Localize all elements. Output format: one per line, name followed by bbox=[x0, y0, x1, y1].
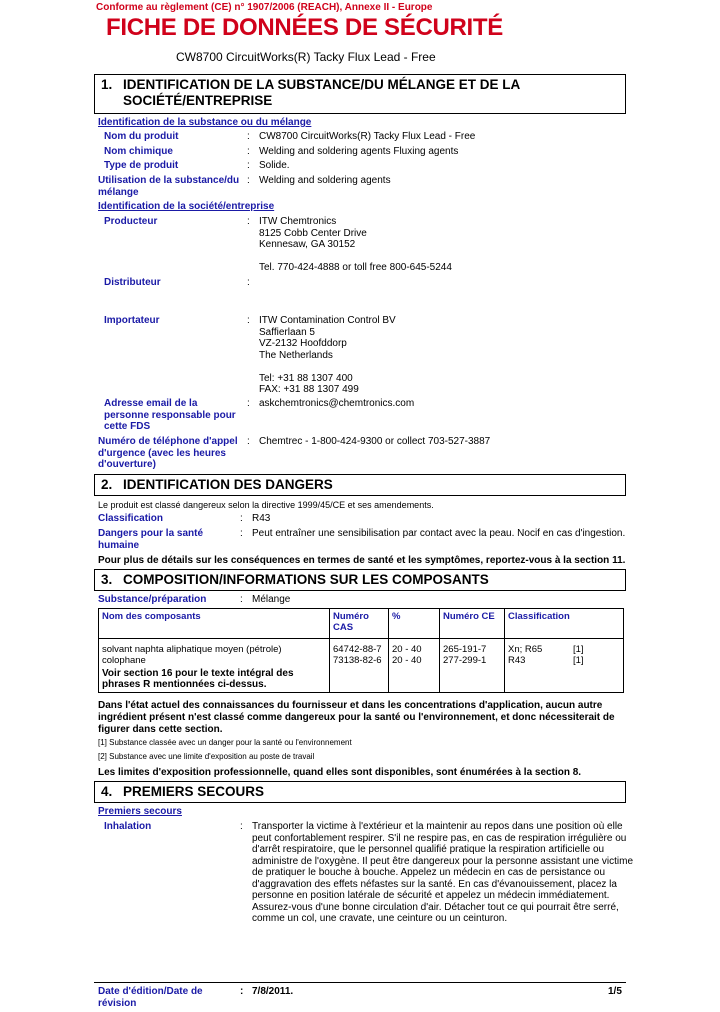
table-row bbox=[99, 639, 624, 693]
label-product-type: Type de produit bbox=[104, 160, 179, 171]
component-pct: 20 - 40 bbox=[392, 644, 422, 655]
product-subtitle: CW8700 CircuitWorks(R) Tacky Flux Lead - Free bbox=[176, 50, 436, 64]
subsection-substance-id: Identification de la substance ou du mélange bbox=[98, 117, 312, 128]
section-title: COMPOSITION/INFORMATIONS SUR LES COMPOSANTS bbox=[123, 572, 489, 587]
label-emergency-phone: Numéro de téléphone d'appel d'urgence (avec les heures d'ouverture) bbox=[98, 436, 238, 470]
col-header-name: Nom des composants bbox=[99, 609, 330, 639]
section-title: IDENTIFICATION DES DANGERS bbox=[123, 477, 333, 492]
label-chemical-name: Nom chimique bbox=[104, 146, 173, 157]
section-title: PREMIERS SECOURS bbox=[123, 784, 265, 799]
label-importer: Importateur bbox=[104, 315, 160, 326]
value-product-name: CW8700 CircuitWorks(R) Tacky Flux Lead - Free bbox=[259, 131, 476, 142]
page-number: 1/5 bbox=[608, 986, 622, 997]
exposure-limits-note: Les limites d'exposition professionnelle, quand elles sont disponibles, sont énumérées à la section 8. bbox=[98, 767, 582, 778]
label-inhalation: Inhalation bbox=[104, 821, 152, 832]
health-details-note: Pour plus de détails sur les conséquences en termes de santé et les symptômes, reportez-vous à la section 11. bbox=[98, 555, 626, 566]
value-emergency-phone: Chemtrec - 1-800-424-9300 or collect 703-527-3887 bbox=[259, 436, 491, 447]
subsection-first-aid: Premiers secours bbox=[98, 806, 182, 817]
value-classification: R43 bbox=[252, 513, 271, 524]
table-header-row bbox=[99, 609, 624, 639]
value-importer: ITW Contamination Control BV Saffierlaan 5 VZ-2132 Hoofddorp The Netherlands Tel: +31 88 1307 400 FAX: +31 88 1307 499 bbox=[259, 315, 396, 395]
component-cas: 73138-82-6 bbox=[333, 655, 382, 666]
section-2-header: 2. IDENTIFICATION DES DANGERS bbox=[94, 474, 626, 496]
component-cas: 64742-88-7 bbox=[333, 644, 382, 655]
component-name: colophane bbox=[102, 655, 146, 666]
page-title: FICHE DE DONNÉES DE SÉCURITÉ bbox=[106, 14, 503, 41]
section-4-header: 4. PREMIERS SECOURS bbox=[94, 781, 626, 803]
component-classification: Xn; R65 [1] bbox=[508, 644, 584, 655]
component-ec: 277-299-1 bbox=[443, 655, 487, 666]
component-pct: 20 - 40 bbox=[392, 655, 422, 666]
component-ec: 265-191-7 bbox=[443, 644, 487, 655]
label-use: Utilisation de la substance/du mélange bbox=[98, 175, 240, 198]
label-revision-date: Date d'édition/Date de révision bbox=[98, 986, 203, 1009]
value-use: Welding and soldering agents bbox=[259, 175, 391, 186]
col-header-ec: Numéro CE bbox=[440, 609, 505, 639]
regulation-note: Conforme au règlement (CE) n° 1907/2006 (REACH), Annexe II - Europe bbox=[96, 2, 433, 13]
col-header-classification: Classification bbox=[505, 609, 624, 639]
hazard-intro: Le produit est classé dangereux selon la directive 1999/45/CE et ses amendements. bbox=[98, 500, 434, 510]
value-producer: ITW Chemtronics 8125 Cobb Center Drive Kennesaw, GA 30152 Tel. 770-424-4888 or toll free 800-645-5244 bbox=[259, 216, 452, 273]
value-revision-date: 7/8/2011. bbox=[252, 986, 294, 997]
section-title: IDENTIFICATION DE LA SUBSTANCE/DU MÉLANGE ET DE LA bbox=[123, 77, 521, 92]
value-email[interactable]: askchemtronics@chemtronics.com bbox=[259, 398, 415, 409]
section-3-header: 3. COMPOSITION/INFORMATIONS SUR LES COMPOSANTS bbox=[94, 569, 626, 591]
components-table bbox=[98, 608, 624, 693]
col-header-cas: Numéro CAS bbox=[330, 609, 389, 639]
footnote-1: [1] Substance classée avec un danger pour la santé ou l'environnement bbox=[98, 738, 352, 747]
footnote-2: [2] Substance avec une limite d'exposition au poste de travail bbox=[98, 752, 315, 761]
subsection-company-id: Identification de la société/entreprise bbox=[98, 201, 275, 212]
component-classification: R43 [1] bbox=[508, 655, 584, 666]
component-name: solvant naphta aliphatique moyen (pétrole) bbox=[102, 644, 282, 655]
value-chemical-name: Welding and soldering agents Fluxing agents bbox=[259, 146, 459, 157]
section-number: 1. bbox=[101, 77, 113, 92]
see-section-16-note-cont: phrases R mentionnées ci-dessus. bbox=[102, 679, 267, 690]
value-substance-prep: Mélange bbox=[252, 594, 291, 605]
label-substance-prep: Substance/préparation bbox=[98, 594, 207, 605]
see-section-16-note: Voir section 16 pour le texte intégral des bbox=[102, 668, 294, 679]
label-classification: Classification bbox=[98, 513, 164, 524]
value-inhalation: Transporter la victime à l'extérieur et la maintenir au repos dans une position où elle peut confortablement respirer. S'il ne respire pas, en cas de respiration irrégulière ou d'arrêt respiratoire, que le personnel qualifié pratique la respiration artificielle ou administre de l'oxygène. Il peut être dangereux pour la personne assistant une victime de pratiquer le bouche à bouche. Appelez un médecin en cas de persistance ou d'aggravation des effets néfastes sur la santé. En cas d'évanouissement, placez la personne en position latérale de sécurité et appelez un médecin immédiatement. Assurez-vous d'une bonne circulation d'air. Détacher tout ce qui pourrait être serré, comme un col, une cravate, une ceinture ou un ceinturon. bbox=[252, 821, 634, 924]
section-1-header bbox=[94, 74, 626, 114]
value-health-hazards: Peut entraîner une sensibilisation par contact avec la peau. Nocif en cas d'ingestion. bbox=[252, 528, 626, 539]
label-email: Adresse email de la personne responsable pour cette FDS bbox=[104, 398, 236, 432]
value-product-type: Solide. bbox=[259, 160, 290, 171]
label-distributor: Distributeur bbox=[104, 277, 161, 288]
footer-divider bbox=[94, 982, 626, 983]
label-producer: Producteur bbox=[104, 216, 158, 227]
section-title-cont: SOCIÉTÉ/ENTREPRISE bbox=[123, 93, 273, 108]
label-product-name: Nom du produit bbox=[104, 131, 179, 142]
label-health-hazards: Dangers pour la santé humaine bbox=[98, 528, 204, 551]
col-header-pct: % bbox=[389, 609, 440, 639]
composition-statement: Dans l'état actuel des connaissances du fournisseur et dans les concentrations d'application, aucun autre ingrédient présent n'est classé comme dangereux pour la santé ou l'environnement, et donc nécessiterait de figurer dans cette section. bbox=[98, 700, 615, 735]
